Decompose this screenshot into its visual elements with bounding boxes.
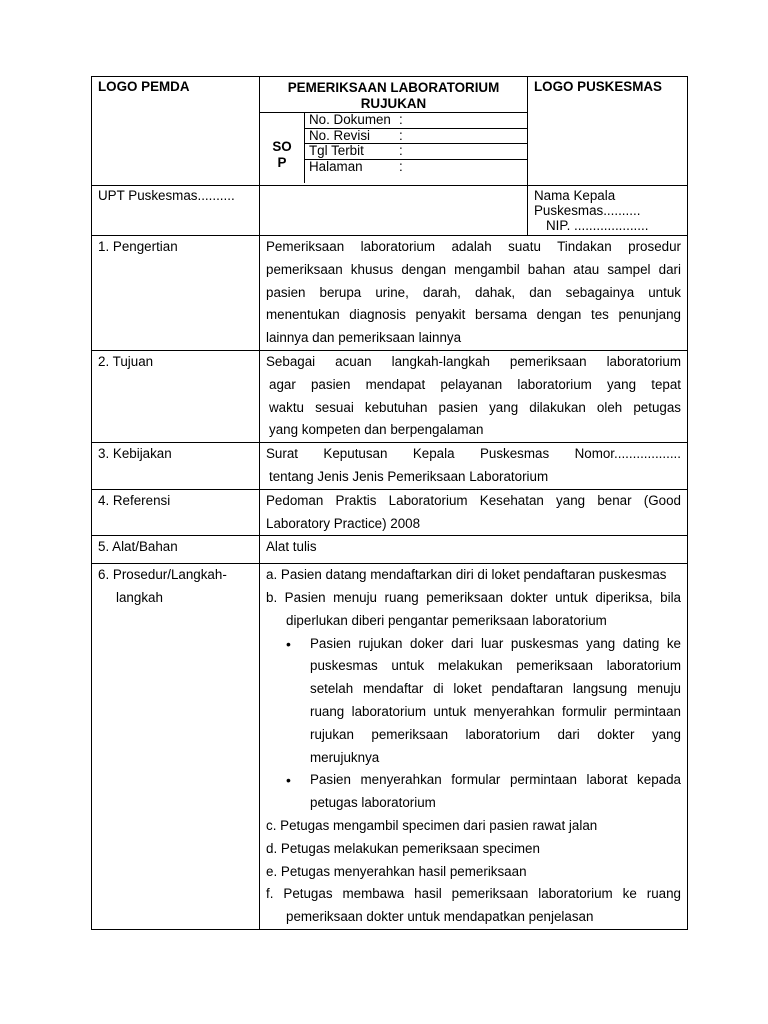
section-text (260, 489, 688, 536)
doc-field-no-revisi (305, 129, 527, 145)
row-tujuan (92, 350, 688, 442)
doc-field-no-dokumen (305, 113, 527, 129)
section-label: 3. Kebijakan (92, 443, 260, 490)
field-label: No. Revisi (309, 127, 371, 143)
signature-row (92, 186, 688, 236)
tujuan-line2: agar pasien mendapat pelayanan laboratorium yang tepat (269, 376, 681, 392)
section-label (92, 564, 260, 930)
kepala-nip: NIP. .................... (546, 218, 649, 233)
kepala-name-label: Nama Kepala (534, 188, 616, 203)
row-referensi (92, 489, 688, 536)
field-label: Halaman (309, 158, 363, 174)
field-value: : (399, 158, 403, 174)
section-text (260, 443, 688, 490)
tujuan-line1: Sebagai acuan langkah-langkah pemeriksaan laboratorium (266, 353, 681, 369)
sop-label-line1: SO (272, 139, 292, 154)
step-c: c. Petugas mengambil specimen dari pasien rawat jalan (266, 817, 598, 833)
kebijakan-line2: tentang Jenis Jenis Pemeriksaan Laboratorium (269, 468, 549, 484)
prosedur-label-line1: 6. Prosedur/Langkah- (98, 567, 227, 583)
document-title: PEMERIKSAAN LABORATORIUM RUJUKAN (287, 80, 500, 111)
kepala-puskesmas-label: Puskesmas.......... (534, 203, 641, 218)
step-a: a. Pasien datang mendaftarkan diri di loket pendaftaran puskesmas (266, 567, 667, 583)
section-label: 5. Alat/Bahan (92, 536, 260, 564)
empty-cell (260, 186, 528, 236)
referensi-line2: Laboratory Practice) 2008 (266, 515, 421, 531)
step-b: b. Pasien menuju ruang pemeriksaan dokter untuk diperiksa, bila diperlukan diberi pengantar pemeriksaan laboratorium (266, 589, 681, 628)
tujuan-line3: waktu sesuai kebutuhan pasien yang dilakukan oleh petugas (269, 399, 681, 415)
doc-field-tgl-terbit (305, 144, 527, 160)
logo-puskesmas: LOGO PUSKESMAS (528, 77, 688, 186)
field-value: : (399, 112, 403, 127)
referensi-line1: Pedoman Praktis Laboratorium Kesehatan yang benar (Good (266, 492, 681, 508)
upt-puskesmas: UPT Puskesmas.......... (92, 186, 260, 236)
sop-table (91, 76, 688, 930)
doc-info-block (260, 112, 527, 183)
tujuan-line4: yang kompeten dan berpengalaman (269, 422, 484, 438)
kebijakan-line1: Surat Keputusan Kepala Puskesmas Nomor.................. (266, 446, 681, 462)
logo-pemda: LOGO PEMDA (92, 77, 260, 186)
row-prosedur (92, 564, 688, 930)
doc-field-halaman (305, 160, 527, 183)
step-f: f. Petugas membawa hasil pemeriksaan laboratorium ke ruang pemeriksaan dokter untuk mendapatkan penjelasan (266, 886, 681, 925)
step-b-bullet-2: • Pasien menyerahkan formular permintaan laborat kepada petugas laboratorium (266, 769, 681, 815)
section-text: Pemeriksaan laboratorium adalah suatu Tindakan prosedur pemeriksaan khusus dengan mengambil bahan atau sampel dari pasien berupa urine, darah, dahak, dan sebagainya untuk menentukan diagnosis penyakit bersama dengan tes penunjang lainnya dan pemeriksaan lainnya (260, 236, 688, 351)
header-row (92, 77, 688, 186)
kepala-puskesmas (528, 186, 688, 236)
section-label: 1. Pengertian (92, 236, 260, 351)
section-label: 4. Referensi (92, 489, 260, 536)
field-label: Tgl Terbit (309, 143, 364, 158)
prosedur-label-line2: langkah (116, 589, 163, 605)
row-alat-bahan (92, 536, 688, 564)
step-e: e. Petugas menyerahkan hasil pemeriksaan (266, 863, 527, 879)
sop-label-line2: P (277, 155, 287, 170)
sop-document (91, 76, 687, 930)
section-text: Alat tulis (260, 536, 688, 564)
row-pengertian (92, 236, 688, 351)
step-b-bullet-1: • Pasien rujukan doker dari luar puskesmas yang dating ke puskesmas untuk melakukan pemeriksaan laboratorium setelah mendaftar di loket pendaftaran langsung menuju ruang laboratorium untuk menyerahkan formulir permintaan rujukan pemeriksaan laboratorium dari dokter yang merujuknya (266, 633, 681, 770)
field-value: : (399, 127, 403, 143)
section-text (260, 564, 688, 930)
field-value: : (399, 143, 403, 158)
sop-label (260, 113, 304, 183)
title-cell (260, 77, 528, 186)
doc-fields (304, 113, 527, 183)
step-d: d. Petugas melakukan pemeriksaan specimen (266, 840, 540, 856)
row-kebijakan (92, 443, 688, 490)
section-text (260, 350, 688, 442)
field-label: No. Dokumen (309, 112, 391, 127)
section-label: 2. Tujuan (92, 350, 260, 442)
